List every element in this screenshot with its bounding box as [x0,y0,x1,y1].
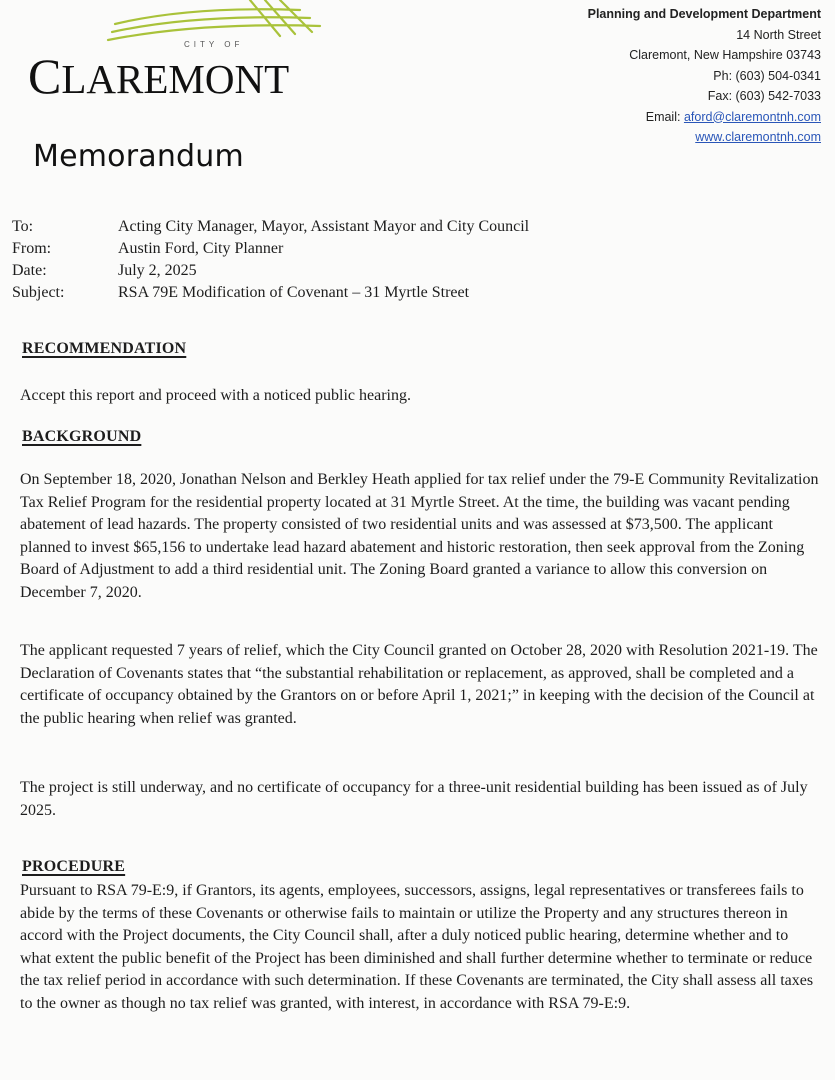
logo-city-name: CLAREMONT [28,48,290,104]
field-value: RSA 79E Modification of Covenant – 31 Myrtle Street [118,284,470,301]
email-line [588,107,821,128]
procedure-heading: PROCEDURE [22,858,126,875]
email-label: Email: [645,109,684,124]
logo-cross-line [280,0,312,32]
field-value: Acting City Manager, Mayor, Assistant Mayor and City Council [118,218,530,235]
field-label: Subject: [12,284,65,301]
recommendation-paragraph: Accept this report and proceed with a noticed public hearing. [20,387,411,404]
header-field-to [12,216,529,238]
recommendation-heading: RECOMMENDATION [22,340,187,357]
city-state-zip: Claremont, New Hampshire 03743 [629,48,821,62]
phone-number: Ph: (603) 504-0341 [713,68,821,83]
background-paragraph-2: The applicant requested 7 years of relief, which the City Council granted on October 28, 2020 with Resolution 2021-19. The Declaration of Covenants states that “the substantial rehabilitation or replacement, as approved, shall be completed and a certificate of occupancy obtained by the Grantors on or before April 1, 2021;” in keeping with the decision of the Council at the public hearing when relief was granted. [20,642,818,727]
header-field-subject [12,282,529,304]
contact-block [588,4,821,148]
background-paragraph-3: The project is still underway, and no certificate of occupancy for a three-unit residential building has been issued as of July 2025. [20,779,808,819]
email-link[interactable]: aford@claremontnh.com [683,109,821,124]
header-field-from [12,238,529,260]
department-name: Planning and Development Department [587,7,821,21]
field-value: July 2, 2025 [118,262,197,279]
field-label: From: [12,240,52,257]
background-paragraph-1: On September 18, 2020, Jonathan Nelson and Berkley Heath applied for tax relief under the 79-E Community Revitalization Tax Relief Program for the residential property located at 31 Myrtle Street. At the time, the building was vacant pending abatement of lead hazards. The property consisted of two residential units and was assessed at $73,500. The applicant planned to invest $65,156 to undertake lead hazard abatement and historic restoration, then seek approval from the Zoning Board of Adjustment to add a third residential unit. The Zoning Board granted a variance to allow this conversion on December 7, 2020. [20,471,819,601]
field-value: Austin Ford, City Planner [118,240,284,257]
city-logo [20,0,350,104]
logo-city-of: CITY OF [184,40,244,49]
procedure-paragraph: Pursuant to RSA 79-E:9, if Grantors, its agents, employees, successors, assigns, legal representatives or transferees fails to abide by the terms of these Covenants or otherwise fails to maintain or utilize the Property and any structures thereon in accord with the Project documents, the City Council shall, after a duly noticed public hearing, determine whether and to what extent the public benefit of the Project has been diminished and shall further determine whether to terminate or reduce the tax relief period in accordance with such determination. If these Covenants are terminated, the City shall assess all taxes to the owner as though no tax relief was granted, with interest, in accordance with RSA 79-E:9. [20,882,814,1012]
field-label: To: [12,218,34,235]
website-link[interactable]: www.claremontnh.com [695,130,821,144]
field-label: Date: [12,262,47,279]
memo-title: Memorandum [33,139,244,174]
header-field-date [12,260,529,282]
background-heading: BACKGROUND [22,428,142,445]
memo-header-fields [12,216,529,304]
street-address: 14 North Street [736,27,821,42]
fax-number: Fax: (603) 542-7033 [707,89,821,103]
